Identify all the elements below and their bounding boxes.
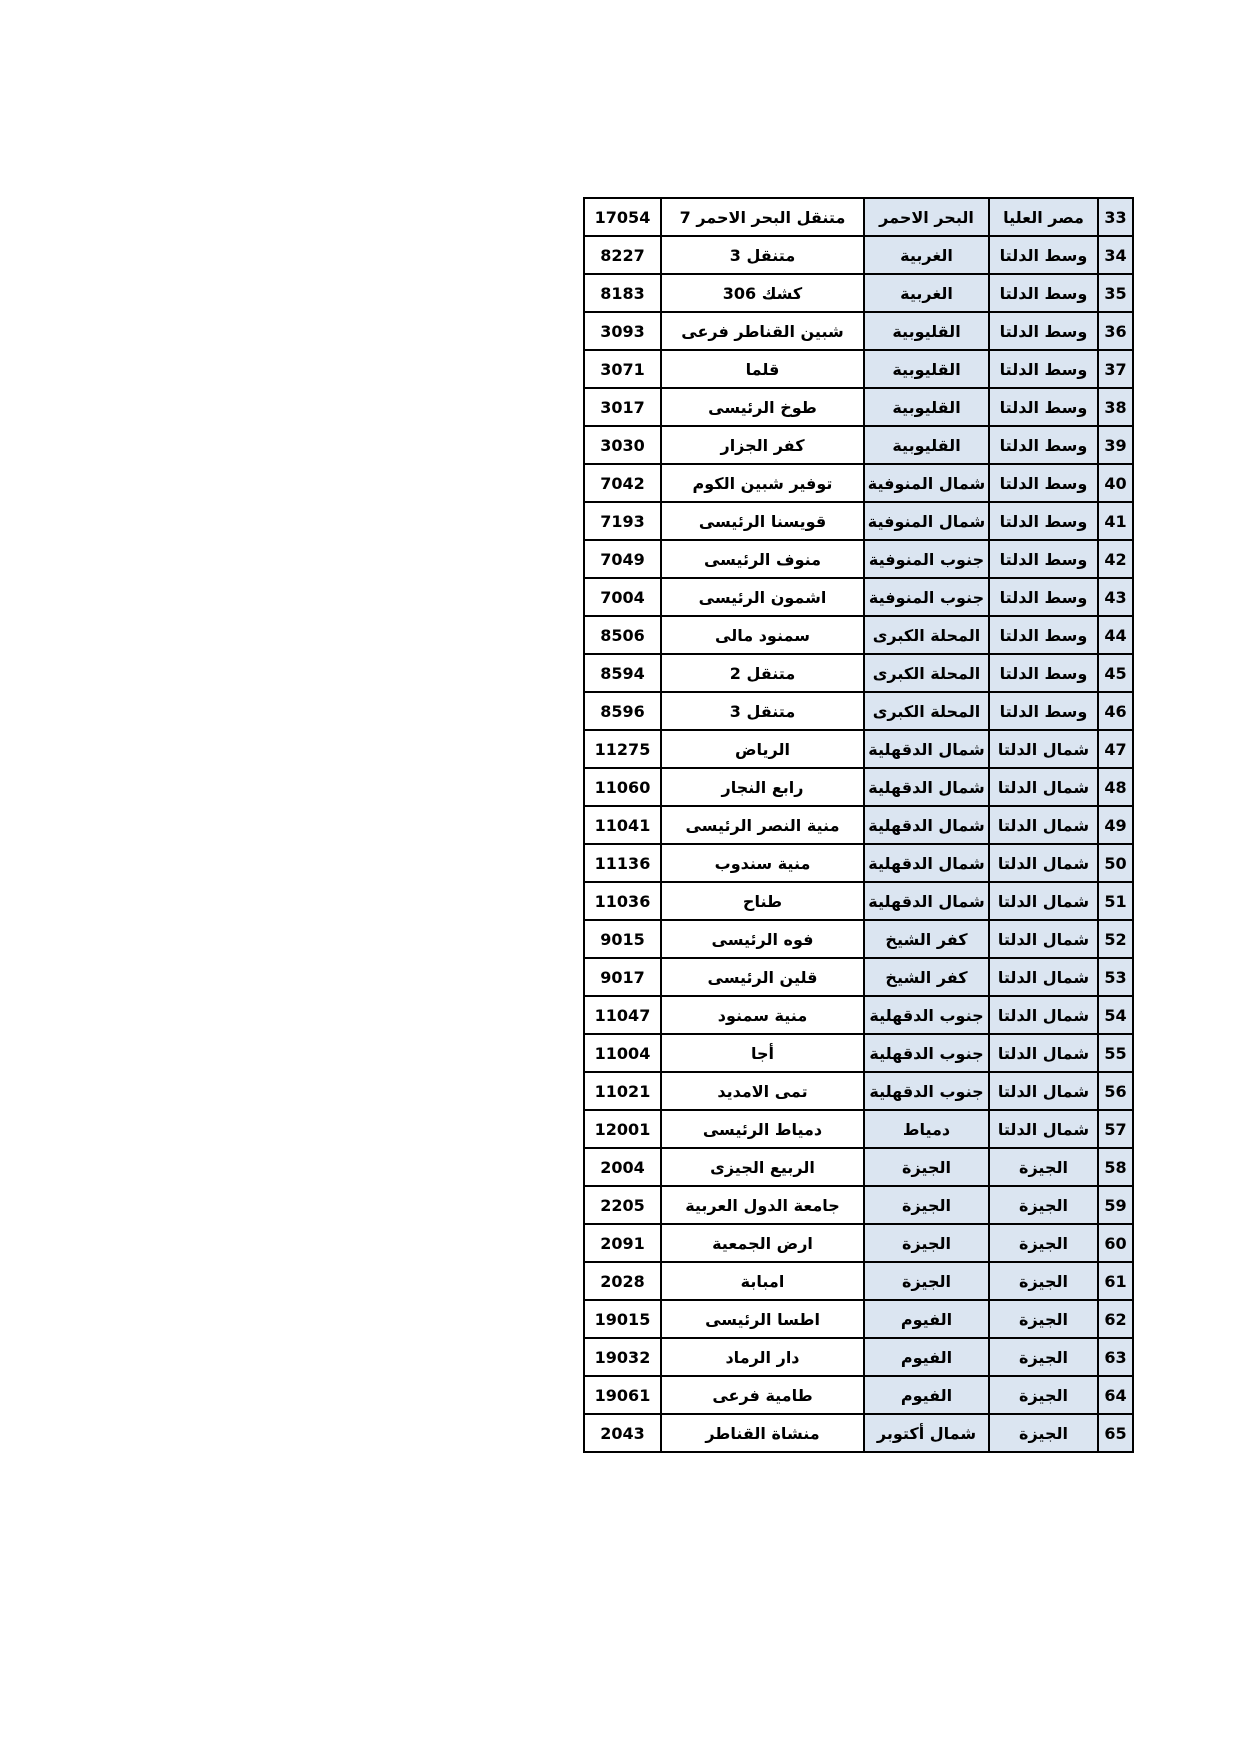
row-number-cell: 35 [1098,274,1133,312]
office-code-cell: 8227 [584,236,661,274]
row-number-cell: 33 [1098,198,1133,236]
governorate-cell: جنوب المنوفية [864,578,989,616]
table-row [584,1186,1133,1224]
office-code-cell: 3093 [584,312,661,350]
office-name-cell: متنقل 3 [661,236,864,274]
row-number-cell: 45 [1098,654,1133,692]
governorate-cell: القليوبية [864,312,989,350]
office-name-cell: طوخ الرئيسى [661,388,864,426]
row-number-cell: 60 [1098,1224,1133,1262]
region-cell: الجيزة [989,1300,1098,1338]
office-code-cell: 19061 [584,1376,661,1414]
office-name-cell: قلما [661,350,864,388]
table-row [584,1072,1133,1110]
table-row [584,1110,1133,1148]
row-number-cell: 62 [1098,1300,1133,1338]
row-number-cell: 51 [1098,882,1133,920]
office-name-cell: منوف الرئيسى [661,540,864,578]
row-number-cell: 56 [1098,1072,1133,1110]
table-row [584,464,1133,502]
region-cell: وسط الدلتا [989,426,1098,464]
office-name-cell: متنقل 3 [661,692,864,730]
office-name-cell: متنقل البحر الاحمر 7 [661,198,864,236]
region-cell: شمال الدلتا [989,730,1098,768]
office-name-cell: منشاة القناطر [661,1414,864,1452]
region-cell: شمال الدلتا [989,920,1098,958]
governorate-cell: شمال الدقهلية [864,768,989,806]
office-name-cell: منية النصر الرئيسى [661,806,864,844]
row-number-cell: 38 [1098,388,1133,426]
row-number-cell: 39 [1098,426,1133,464]
table-row [584,540,1133,578]
table-row [584,350,1133,388]
governorate-cell: شمال الدقهلية [864,844,989,882]
office-name-cell: رابع النجار [661,768,864,806]
office-code-cell: 2028 [584,1262,661,1300]
row-number-cell: 61 [1098,1262,1133,1300]
office-code-cell: 8594 [584,654,661,692]
region-cell: شمال الدلتا [989,1110,1098,1148]
table-row [584,388,1133,426]
governorate-cell: المحلة الكبرى [864,654,989,692]
governorate-cell: القليوبية [864,388,989,426]
office-code-cell: 11004 [584,1034,661,1072]
governorate-cell: شمال الدقهلية [864,806,989,844]
office-code-cell: 2043 [584,1414,661,1452]
governorate-cell: كفر الشيخ [864,920,989,958]
governorate-cell: الغربية [864,274,989,312]
region-cell: شمال الدلتا [989,1034,1098,1072]
table-row [584,996,1133,1034]
region-cell: وسط الدلتا [989,692,1098,730]
governorate-cell: الغربية [864,236,989,274]
region-cell: شمال الدلتا [989,806,1098,844]
row-number-cell: 50 [1098,844,1133,882]
table-row [584,1414,1133,1452]
governorate-cell: شمال المنوفية [864,464,989,502]
office-code-cell: 2004 [584,1148,661,1186]
office-name-cell: متنقل 2 [661,654,864,692]
governorate-cell: جنوب الدقهلية [864,1034,989,1072]
region-cell: وسط الدلتا [989,654,1098,692]
office-name-cell: قويسنا الرئيسى [661,502,864,540]
office-code-cell: 11047 [584,996,661,1034]
office-code-cell: 9017 [584,958,661,996]
region-cell: شمال الدلتا [989,1072,1098,1110]
table-row [584,730,1133,768]
table-row [584,806,1133,844]
row-number-cell: 41 [1098,502,1133,540]
office-code-cell: 7042 [584,464,661,502]
row-number-cell: 34 [1098,236,1133,274]
governorate-cell: شمال الدقهلية [864,730,989,768]
region-cell: شمال الدلتا [989,882,1098,920]
table-row [584,616,1133,654]
region-cell: شمال الدلتا [989,958,1098,996]
region-cell: وسط الدلتا [989,236,1098,274]
governorate-cell: شمال الدقهلية [864,882,989,920]
office-code-cell: 7049 [584,540,661,578]
office-name-cell: منية سندوب [661,844,864,882]
office-code-cell: 8596 [584,692,661,730]
office-code-cell: 3030 [584,426,661,464]
office-code-cell: 19015 [584,1300,661,1338]
region-cell: الجيزة [989,1224,1098,1262]
table-row [584,1338,1133,1376]
office-name-cell: جامعة الدول العربية [661,1186,864,1224]
table-row [584,198,1133,236]
office-name-cell: كفر الجزار [661,426,864,464]
office-code-cell: 17054 [584,198,661,236]
office-name-cell: فوه الرئيسى [661,920,864,958]
table-row [584,312,1133,350]
office-name-cell: الرياض [661,730,864,768]
table-row [584,844,1133,882]
region-cell: الجيزة [989,1376,1098,1414]
office-code-cell: 11136 [584,844,661,882]
row-number-cell: 40 [1098,464,1133,502]
region-cell: وسط الدلتا [989,274,1098,312]
table-row [584,426,1133,464]
office-code-cell: 8183 [584,274,661,312]
region-cell: وسط الدلتا [989,540,1098,578]
office-name-cell: منية سمنود [661,996,864,1034]
table-row [584,578,1133,616]
table-row [584,654,1133,692]
governorate-cell: شمال أكتوبر [864,1414,989,1452]
governorate-cell: البحر الاحمر [864,198,989,236]
office-name-cell: اطسا الرئيسى [661,1300,864,1338]
region-cell: وسط الدلتا [989,464,1098,502]
row-number-cell: 53 [1098,958,1133,996]
row-number-cell: 47 [1098,730,1133,768]
table-row [584,274,1133,312]
table-row [584,1034,1133,1072]
governorate-cell: شمال المنوفية [864,502,989,540]
office-name-cell: اشمون الرئيسى [661,578,864,616]
table-row [584,236,1133,274]
region-cell: وسط الدلتا [989,388,1098,426]
row-number-cell: 43 [1098,578,1133,616]
office-code-cell: 7193 [584,502,661,540]
governorate-cell: الجيزة [864,1148,989,1186]
table-row [584,1224,1133,1262]
office-name-cell: توفير شبين الكوم [661,464,864,502]
table-row [584,768,1133,806]
office-name-cell: أجا [661,1034,864,1072]
region-cell: شمال الدلتا [989,768,1098,806]
office-code-cell: 19032 [584,1338,661,1376]
governorate-cell: الفيوم [864,1338,989,1376]
office-name-cell: شبين القناطر فرعى [661,312,864,350]
governorate-cell: القليوبية [864,350,989,388]
office-name-cell: دار الرماد [661,1338,864,1376]
office-name-cell: سمنود مالى [661,616,864,654]
region-cell: مصر العليا [989,198,1098,236]
row-number-cell: 36 [1098,312,1133,350]
region-cell: وسط الدلتا [989,502,1098,540]
governorate-cell: دمياط [864,1110,989,1148]
region-cell: الجيزة [989,1414,1098,1452]
governorate-cell: الجيزة [864,1186,989,1224]
office-code-cell: 11275 [584,730,661,768]
office-name-cell: الربيع الجيزى [661,1148,864,1186]
table-row [584,1148,1133,1186]
region-cell: وسط الدلتا [989,312,1098,350]
office-code-cell: 11060 [584,768,661,806]
governorate-cell: المحلة الكبرى [864,692,989,730]
office-name-cell: ارض الجمعية [661,1224,864,1262]
row-number-cell: 54 [1098,996,1133,1034]
region-cell: شمال الدلتا [989,844,1098,882]
office-code-cell: 3017 [584,388,661,426]
governorate-cell: المحلة الكبرى [864,616,989,654]
office-name-cell: تمى الامديد [661,1072,864,1110]
table-row [584,1262,1133,1300]
row-number-cell: 42 [1098,540,1133,578]
region-cell: وسط الدلتا [989,578,1098,616]
table-row [584,502,1133,540]
governorate-cell: جنوب الدقهلية [864,1072,989,1110]
office-name-cell: دمياط الرئيسى [661,1110,864,1148]
row-number-cell: 46 [1098,692,1133,730]
office-code-cell: 8506 [584,616,661,654]
region-cell: وسط الدلتا [989,350,1098,388]
row-number-cell: 64 [1098,1376,1133,1414]
region-cell: الجيزة [989,1148,1098,1186]
governorate-cell: الجيزة [864,1224,989,1262]
post-offices-table-body [584,198,1133,1452]
table-row [584,882,1133,920]
row-number-cell: 55 [1098,1034,1133,1072]
row-number-cell: 59 [1098,1186,1133,1224]
table-row [584,1300,1133,1338]
office-name-cell: طناح [661,882,864,920]
office-name-cell: امبابة [661,1262,864,1300]
governorate-cell: جنوب الدقهلية [864,996,989,1034]
office-code-cell: 11036 [584,882,661,920]
row-number-cell: 49 [1098,806,1133,844]
office-code-cell: 11041 [584,806,661,844]
table-row [584,920,1133,958]
row-number-cell: 58 [1098,1148,1133,1186]
table-row [584,1376,1133,1414]
governorate-cell: القليوبية [864,426,989,464]
office-code-cell: 9015 [584,920,661,958]
region-cell: وسط الدلتا [989,616,1098,654]
row-number-cell: 63 [1098,1338,1133,1376]
governorate-cell: الجيزة [864,1262,989,1300]
office-name-cell: كشك 306 [661,274,864,312]
region-cell: الجيزة [989,1338,1098,1376]
row-number-cell: 48 [1098,768,1133,806]
office-code-cell: 2091 [584,1224,661,1262]
row-number-cell: 57 [1098,1110,1133,1148]
region-cell: شمال الدلتا [989,996,1098,1034]
table-row [584,958,1133,996]
office-name-cell: طامية فرعى [661,1376,864,1414]
office-code-cell: 7004 [584,578,661,616]
governorate-cell: الفيوم [864,1300,989,1338]
office-code-cell: 3071 [584,350,661,388]
office-name-cell: قلين الرئيسى [661,958,864,996]
row-number-cell: 37 [1098,350,1133,388]
post-offices-table [583,197,1134,1453]
region-cell: الجيزة [989,1262,1098,1300]
office-code-cell: 2205 [584,1186,661,1224]
governorate-cell: جنوب المنوفية [864,540,989,578]
office-code-cell: 11021 [584,1072,661,1110]
region-cell: الجيزة [989,1186,1098,1224]
row-number-cell: 65 [1098,1414,1133,1452]
governorate-cell: كفر الشيخ [864,958,989,996]
row-number-cell: 52 [1098,920,1133,958]
office-code-cell: 12001 [584,1110,661,1148]
governorate-cell: الفيوم [864,1376,989,1414]
row-number-cell: 44 [1098,616,1133,654]
table-row [584,692,1133,730]
